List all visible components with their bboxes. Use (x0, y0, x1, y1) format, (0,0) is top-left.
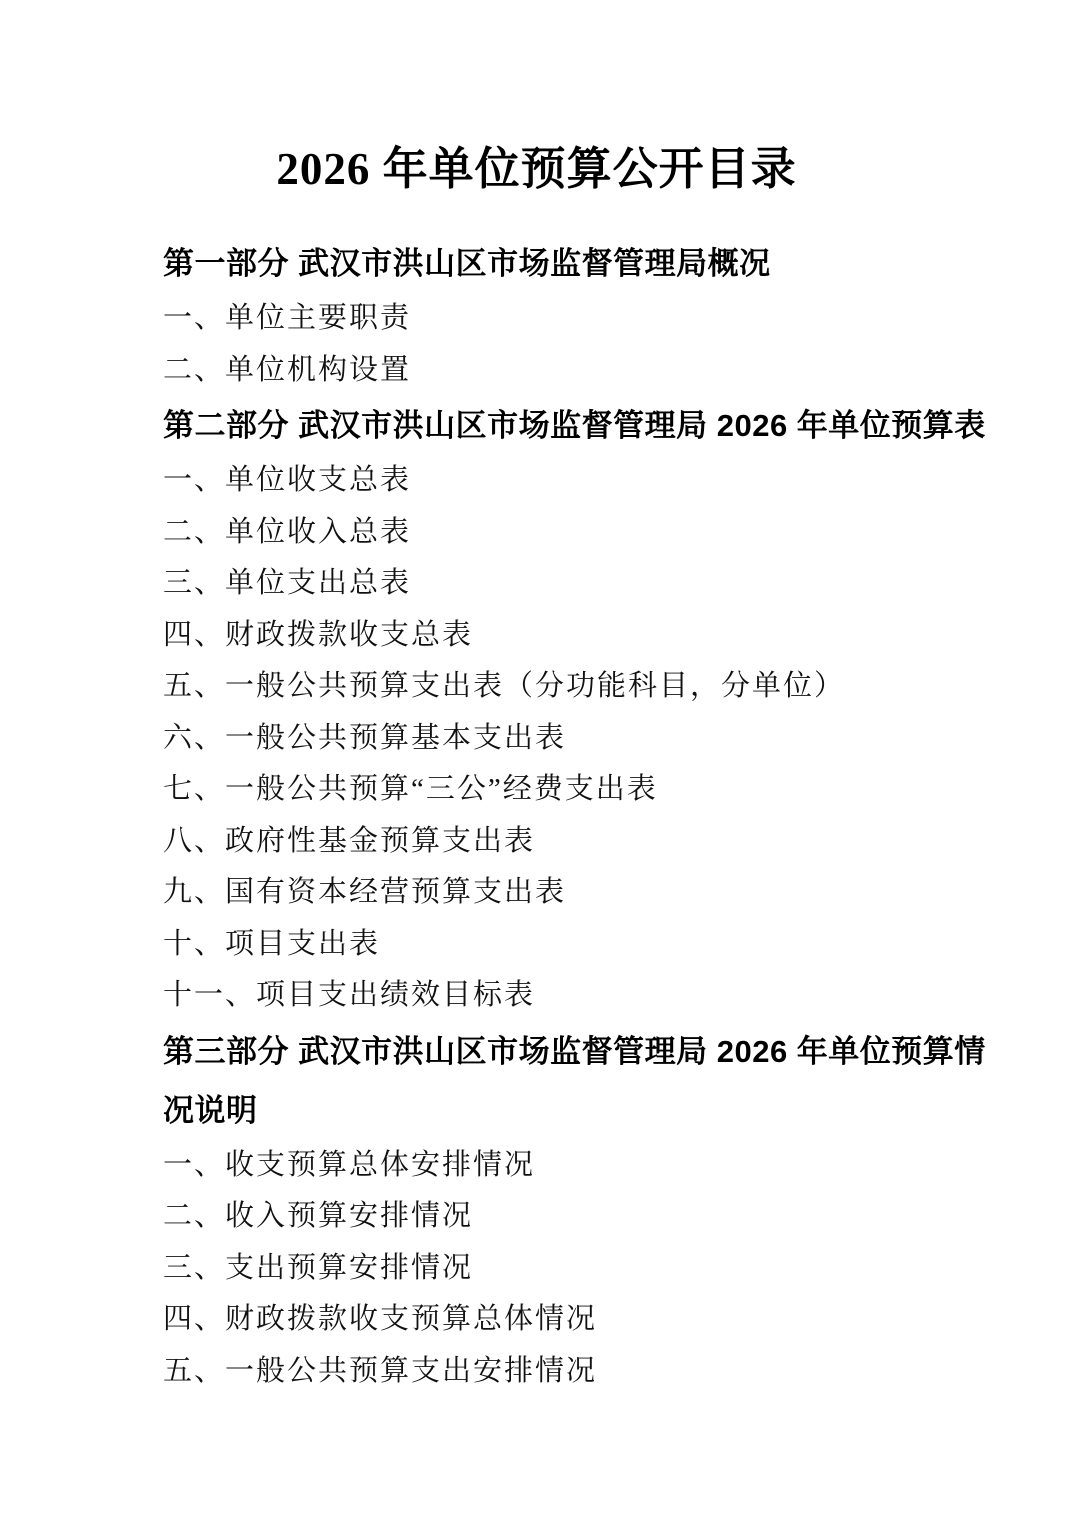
toc-item: 十、项目支出表 (163, 927, 381, 960)
toc-item: 四、财政拨款收支总表 (163, 618, 474, 651)
section-1-heading-line: 第一部分 武汉市洪山区市场监督管理局概况 (163, 246, 771, 281)
toc-item: 二、单位机构设置 (163, 353, 412, 386)
section-part-1 (163, 234, 910, 396)
toc-item: 一、收支预算总体安排情况 (163, 1148, 536, 1181)
toc-item: 八、政府性基金预算支出表 (163, 824, 536, 857)
section-3-heading-line-2: 况说明 (163, 1092, 258, 1128)
toc-item: 三、支出预算安排情况 (163, 1251, 474, 1284)
toc-item: 四、财政拨款收支预算总体情况 (163, 1303, 598, 1335)
toc-item: 七、一般公共预算“三公”经费支出表 (163, 773, 658, 805)
toc-item: 三、单位支出总表 (163, 567, 412, 599)
section-3-heading (163, 1022, 986, 1140)
section-3-heading-line-1: 第三部分 武汉市洪山区市场监督管理局 2026 年单位预算情 (163, 1033, 986, 1069)
section-2-heading (163, 396, 986, 455)
document-title: 2026 年单位预算公开目录 (276, 144, 797, 194)
toc-item: 五、一般公共预算支出表（分功能科目，分单位） (163, 670, 846, 702)
section-2-heading-line: 第二部分 武汉市洪山区市场监督管理局 2026 年单位预算表 (163, 408, 986, 443)
toc-item: 十一、项目支出绩效目标表 (163, 979, 536, 1011)
section-part-2 (163, 396, 986, 1022)
toc-item: 一、单位主要职责 (163, 302, 412, 334)
section-1-heading (163, 234, 910, 293)
toc-item: 一、单位收支总表 (163, 464, 412, 496)
section-part-3 (163, 1022, 986, 1398)
toc-item: 二、收入预算安排情况 (163, 1200, 474, 1232)
toc-item: 六、一般公共预算基本支出表 (163, 721, 567, 754)
toc-item: 五、一般公共预算支出安排情况 (163, 1354, 598, 1387)
toc-item: 二、单位收入总表 (163, 515, 412, 548)
toc-item: 九、国有资本经营预算支出表 (163, 876, 567, 908)
